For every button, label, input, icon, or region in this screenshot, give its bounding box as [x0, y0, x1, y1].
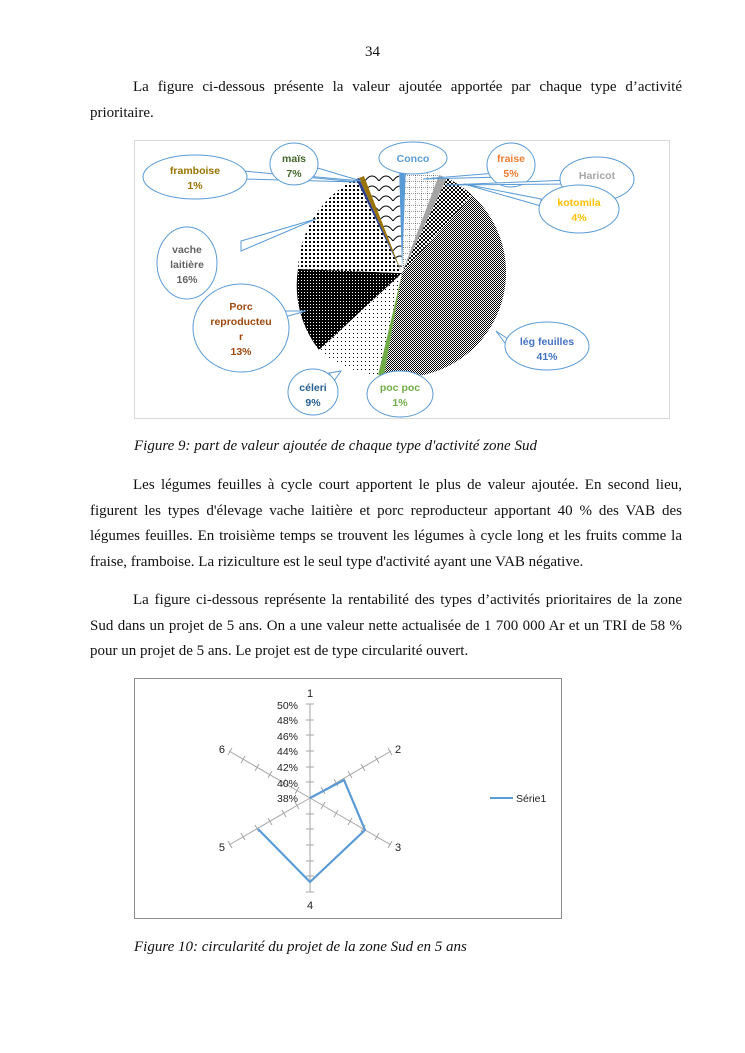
paragraph-analysis: Les légumes feuilles à cycle court apportent le plus de valeur ajoutée. En second lieu, figurent les types d'élevage vache laitière et porc reproducteur apportant 40 % des VAB des légumes feuilles. En troisième temps se trouvent les légumes à cycle long et les fruits comme la fraise, framboise. La riziculture est le seul type d'activité ayant une VAB négative. — [90, 477, 682, 570]
svg-text:1%: 1% — [187, 180, 203, 192]
label-celeri: céleri — [299, 382, 327, 394]
paragraph-intro-fig9: La figure ci-dessous présente la valeur ajoutée apportée par chaque type d’activité prioritaire. — [90, 79, 682, 121]
svg-text:5%: 5% — [503, 168, 519, 180]
svg-text:50%: 50% — [276, 700, 298, 712]
svg-text:46%: 46% — [276, 731, 298, 743]
label-haricot: Haricot — [578, 170, 616, 182]
label-mais: maïs — [282, 153, 306, 165]
svg-text:13%: 13% — [230, 346, 252, 358]
svg-text:48%: 48% — [276, 715, 298, 727]
svg-text:2: 2 — [395, 744, 402, 756]
label-fraise: fraise — [496, 153, 526, 165]
svg-text:9%: 9% — [305, 397, 321, 409]
svg-text:42%: 42% — [276, 762, 298, 774]
label-leg-feuilles: lég feuilles — [519, 336, 575, 348]
radar-tick-labels — [277, 700, 298, 805]
label-conco: Conco — [396, 153, 430, 165]
label-framboise: framboise — [169, 165, 221, 177]
svg-text:vache: vache — [172, 244, 202, 256]
radar-chart — [134, 678, 562, 919]
svg-text:16%: 16% — [176, 274, 198, 286]
label-poc-poc: poc poc — [379, 382, 421, 394]
pie-chart-svg — [135, 141, 669, 418]
svg-text:7%: 7% — [286, 168, 302, 180]
svg-text:1%: 1% — [392, 397, 408, 409]
svg-text:reproducteu: reproducteu — [210, 316, 272, 328]
figure9-caption: Figure 9: part de valeur ajoutée de chaque type d'activité zone Sud — [134, 438, 537, 454]
svg-text:4%: 4% — [571, 212, 587, 224]
pie-chart — [134, 140, 670, 419]
paragraph-intro-fig10: La figure ci-dessous représente la rentabilité des types d’activités prioritaires de la zone Sud dans un projet de 5 ans. On a une valeur nette actualisée de 1 700 000 Ar et un TRI de 58 % pour un projet de 5 ans. Le projet est de type circularité ouvert. — [90, 592, 682, 659]
svg-text:3: 3 — [395, 842, 402, 854]
svg-text:38%: 38% — [276, 793, 298, 805]
svg-text:44%: 44% — [276, 746, 298, 758]
svg-text:40%: 40% — [276, 778, 298, 790]
svg-text:5: 5 — [218, 842, 225, 854]
legend-label: Série1 — [516, 793, 547, 805]
svg-text:1: 1 — [306, 688, 314, 700]
figure10-caption: Figure 10: circularité du projet de la zone Sud en 5 ans — [134, 939, 467, 955]
svg-text:Porc: Porc — [229, 301, 253, 313]
page-number: 34 — [365, 44, 380, 60]
radar-chart-svg — [135, 679, 561, 918]
svg-text:4: 4 — [306, 900, 314, 912]
svg-text:41%: 41% — [536, 351, 558, 363]
svg-text:6: 6 — [218, 744, 225, 756]
pie-slices — [297, 168, 506, 377]
svg-text:r: r — [238, 331, 244, 343]
label-kotomila: kotomila — [557, 197, 601, 209]
radar-legend — [490, 793, 547, 805]
radar-series-serie1 — [258, 780, 365, 882]
svg-text:laitière: laitière — [170, 259, 204, 271]
